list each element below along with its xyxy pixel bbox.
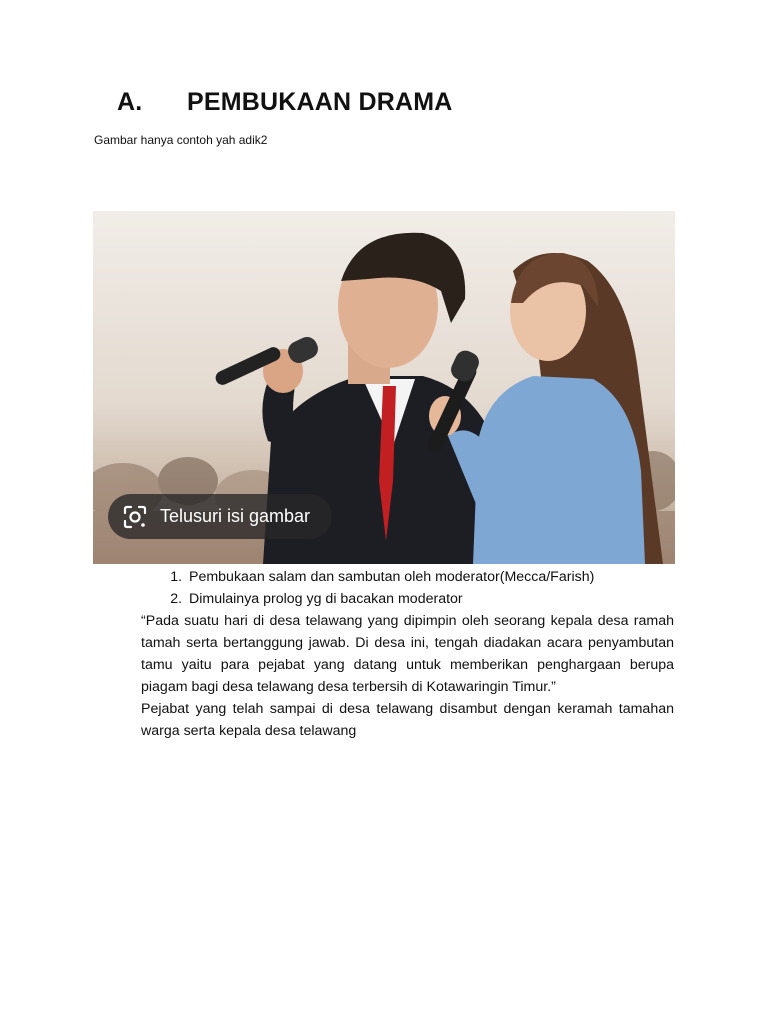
lens-search-icon (122, 504, 148, 530)
search-image-label: Telusuri isi gambar (160, 506, 311, 526)
section-title: PEMBUKAAN DRAMA (187, 88, 453, 116)
list-item: 1. Pembukaan salam dan sambutan oleh moderator(Mecca/Farish) (186, 566, 674, 588)
steps-list (141, 566, 674, 610)
section-heading (117, 88, 453, 117)
image-caption: Gambar hanya contoh yah adik2 (94, 133, 268, 147)
search-image-button[interactable] (108, 494, 332, 539)
prolog-paragraph: “Pada suatu hari di desa telawang yang dipimpin oleh seorang kepala desa ramah tamah serta bertanggung jawab. Di desa ini, tengah diadakan acara penyambutan tamu yaitu para pejabat yang datang untuk memberikan penghargaan berupa piagam bagi desa telawang desa terbersih di Kotawaringin Timur.” (141, 613, 674, 695)
drama-content (141, 566, 674, 742)
list-item: 2. Dimulainya prolog yg di bacakan moderator (186, 588, 674, 610)
section-number: A. (117, 88, 143, 116)
narration-paragraph: Pejabat yang telah sampai di desa telawang disambut dengan keramah tamahan warga serta kepala desa telawang (141, 701, 674, 739)
